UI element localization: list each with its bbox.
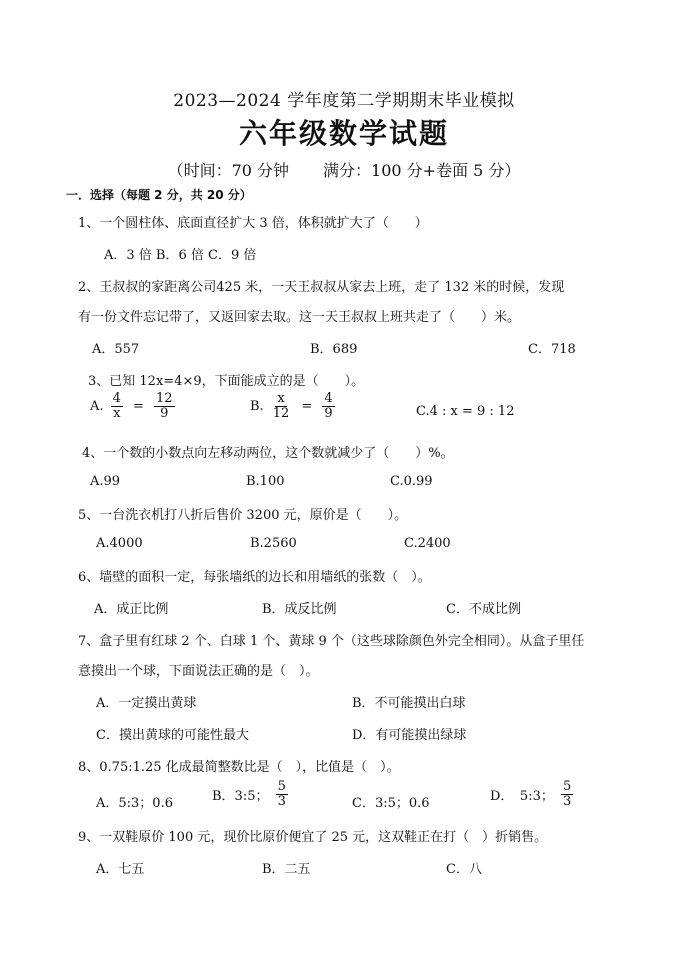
question-5: 5、一台洗衣机打八折后售价 3200 元，原价是（ ）。 xyxy=(78,508,408,523)
question-9-option-a: A．七五 xyxy=(96,862,145,877)
fraction: $\frac{4}{9}$ xyxy=(324,391,333,422)
question-9-option-c: C．八 xyxy=(446,862,482,877)
fraction: $\frac{5}{3}$ xyxy=(277,779,286,810)
question-4-option-c: C.0.99 xyxy=(390,474,433,489)
exam-score: 满分：100 分+卷面 5 分） xyxy=(323,161,521,180)
question-3-option-b: B. $\frac{x}{12}$ = $\frac{4}{9}$ xyxy=(250,391,333,422)
fraction: $\frac{12}{9}$ xyxy=(156,391,173,422)
question-4: 4、一个数的小数点向左移动两位，这个数就减少了（ ）%。 xyxy=(82,446,454,461)
exam-time: （时间：70 分钟 xyxy=(167,161,290,180)
question-3: 3、已知 12x=4×9，下面能成立的是（ ）。 xyxy=(88,374,365,389)
question-1-options: A．3 倍 B．6 倍 C．9 倍 xyxy=(104,248,257,263)
question-1: 1、一个圆柱体、底面直径扩大 3 倍，体积就扩大了（ ） xyxy=(78,216,428,231)
question-3-option-c: C.4 : x = 9 : 12 xyxy=(416,404,515,419)
question-7-option-c: C．摸出黄球的可能性最大 xyxy=(96,728,249,743)
question-2-option-a: A．557 xyxy=(92,342,140,357)
question-7-line1: 7、盒子里有红球 2 个、白球 1 个、黄球 9 个（这些球除颜色外完全相同）。从盒子里任 xyxy=(78,634,585,649)
question-5-option-b: B.2560 xyxy=(250,536,297,551)
exam-header-term: 2023—2024 学年度第二学期期末毕业模拟 xyxy=(173,91,515,111)
question-5-option-a: A.4000 xyxy=(96,536,143,551)
question-3-option-a: A. $\frac{4}{x}$ = $\frac{12}{9}$ xyxy=(90,391,173,422)
question-7-option-a: A．一定摸出黄球 xyxy=(96,696,197,711)
question-6-option-a: A．成正比例 xyxy=(94,602,169,617)
question-4-option-b: B.100 xyxy=(246,474,285,489)
question-2-option-b: B．689 xyxy=(310,342,358,357)
question-8: 8、0.75:1.25 化成最简整数比是（ ），比值是（ ）。 xyxy=(78,760,400,775)
question-4-option-a: A.99 xyxy=(90,474,121,489)
question-8-option-c: C．3:5；0.6 xyxy=(352,796,430,811)
fraction: $\frac{4}{x}$ xyxy=(112,391,121,422)
question-7-line2: 意摸出一个球，下面说法正确的是（ ）。 xyxy=(78,664,319,679)
question-2-option-c: C．718 xyxy=(528,342,576,357)
exam-info xyxy=(0,158,688,181)
question-6: 6、墙壁的面积一定，每张墙纸的边长和用墙纸的张数（ ）。 xyxy=(78,570,431,585)
question-6-option-b: B．成反比例 xyxy=(262,602,337,617)
question-2-line1: 2、王叔叔的家距离公司425 米，一天王叔叔从家去上班，走了 132 米的时候，发现 xyxy=(78,280,565,295)
question-5-option-c: C.2400 xyxy=(404,536,451,551)
question-2-line2: 有一份文件忘记带了，又返回家去取。这一天王叔叔上班共走了（ ）米。 xyxy=(78,310,521,325)
exam-title: 六年级数学试题 xyxy=(238,117,449,150)
question-8-option-a: A．5:3；0.6 xyxy=(96,796,173,811)
question-7-option-d: D．有可能摸出绿球 xyxy=(352,728,467,743)
question-6-option-c: C．不成比例 xyxy=(446,602,521,617)
question-9: 9、一双鞋原价 100 元，现价比原价便宜了 25 元，这双鞋正在打（ ）折销售。 xyxy=(78,830,548,845)
question-9-option-b: B．二五 xyxy=(262,862,311,877)
fraction: $\frac{5}{3}$ xyxy=(562,779,572,810)
question-8-option-b: B．3:5； $\frac{5}{3}$ xyxy=(212,779,286,810)
fraction: $\frac{x}{12}$ xyxy=(272,391,290,422)
question-7-option-b: B．不可能摸出白球 xyxy=(352,696,466,711)
question-8-option-d: D． 5:3； $\frac{5}{3}$ xyxy=(490,779,572,810)
section-title-choice: 一．选择（每题 2 分，共 20 分） xyxy=(66,188,252,202)
